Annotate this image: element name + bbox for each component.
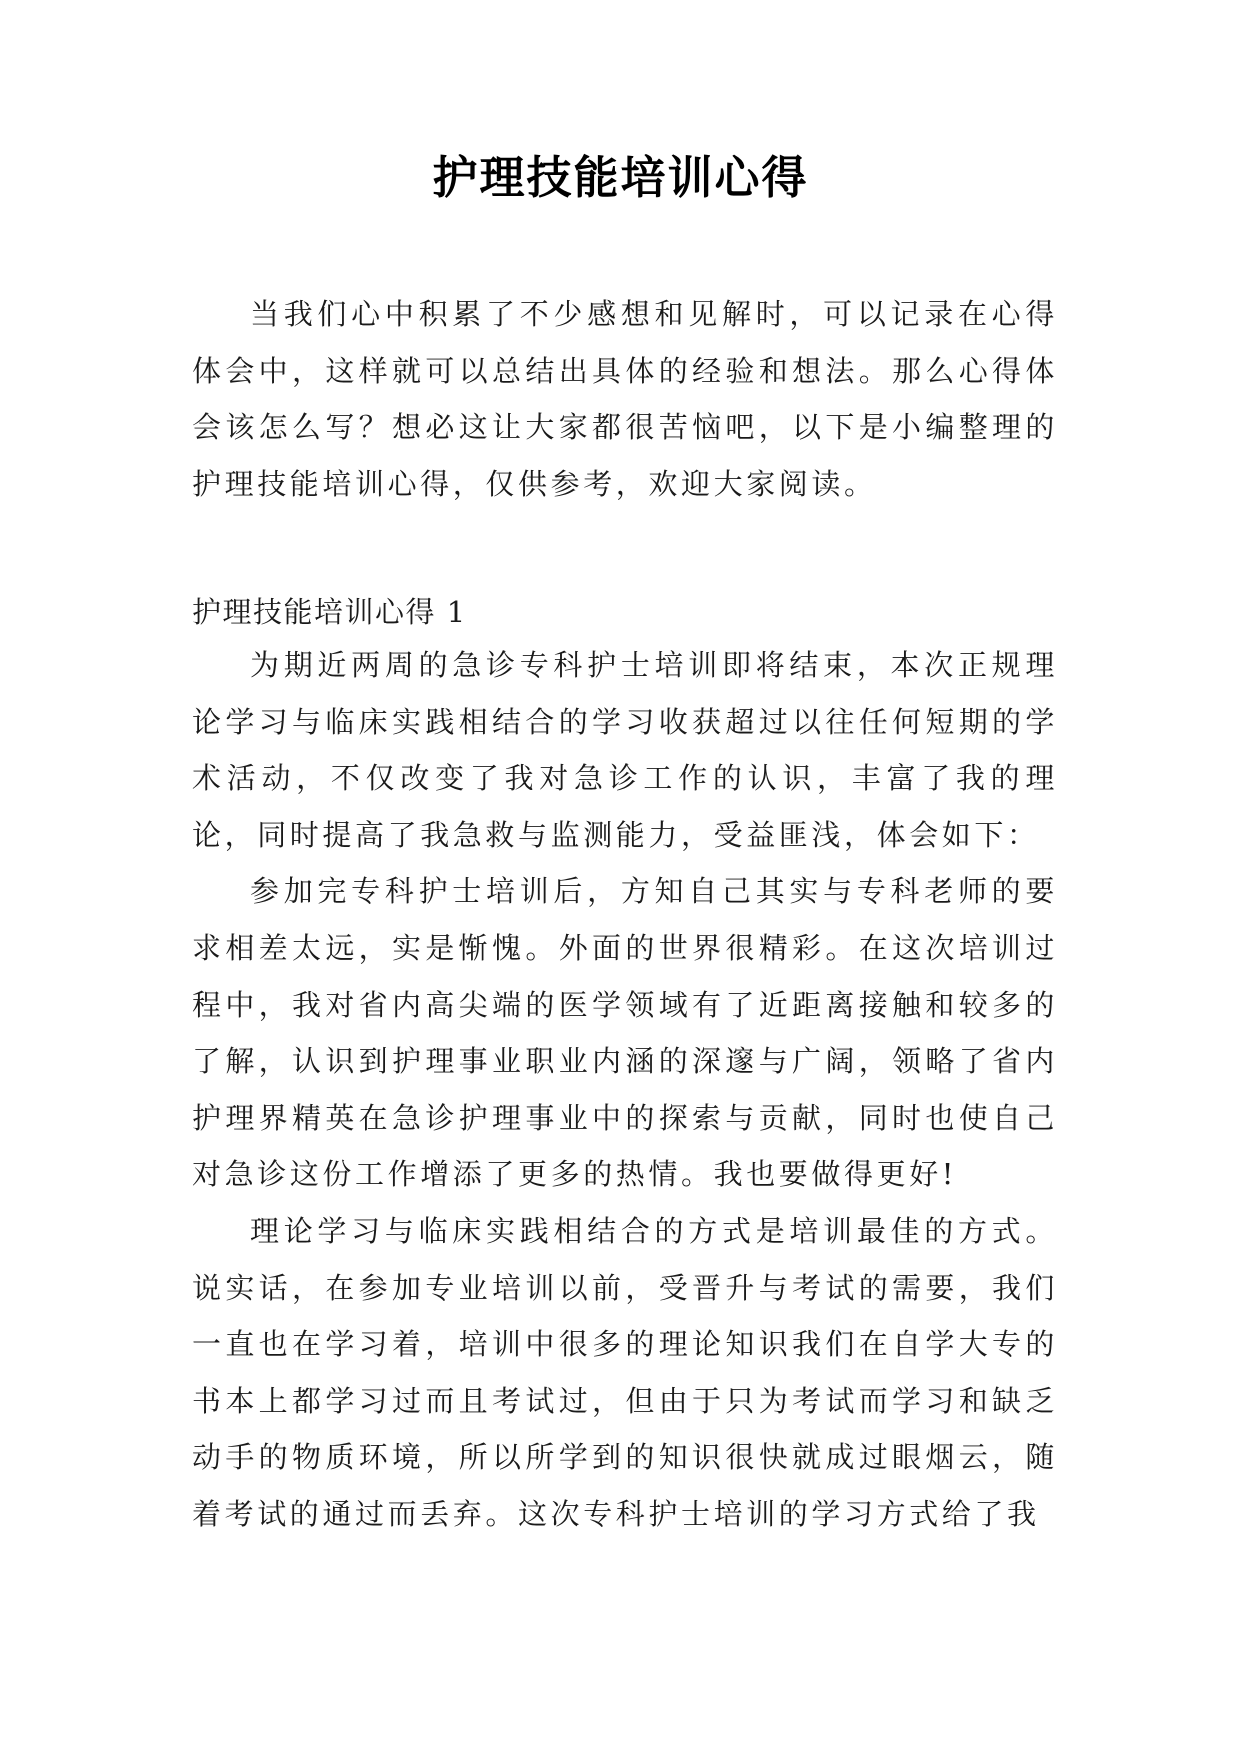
section-heading: 护理技能培训心得 1 bbox=[192, 595, 467, 629]
body-paragraph-3: 理论学习与临床实践相结合的方式是培训最佳的方式。说实话，在参加专业培训以前，受晋升与考试的需要，我们一直也在学习着，培训中很多的理论知识我们在自学大专的书本上都学习过而且考试过，但由于只为考试而学习和缺乏动手的物质环境，所以所学到的知识很快就成过眼烟云，随着考试的通过而丢弃。这次专科护士培训的学习方式给了我 bbox=[192, 1213, 1058, 1531]
document-title: 护理技能培训心得 bbox=[432, 151, 809, 204]
intro-paragraph: 当我们心中积累了不少感想和见解时，可以记录在心得体会中，这样就可以总结出具体的经验和想法。那么心得体会该怎么写？想必这让大家都很苦恼吧，以下是小编整理的护理技能培训心得，仅供参考，欢迎大家阅读。 bbox=[192, 297, 1058, 501]
intro-block bbox=[192, 286, 1058, 512]
body-paragraph-1: 为期近两周的急诊专科护士培训即将结束，本次正规理论学习与临床实践相结合的学习收获超过以往任何短期的学术活动，不仅改变了我对急诊工作的认识，丰富了我的理论，同时提高了我急救与监测能力，受益匪浅，体会如下： bbox=[192, 648, 1058, 852]
section-body bbox=[192, 637, 1058, 1543]
body-paragraph-2: 参加完专科护士培训后，方知自己其实与专科老师的要求相差太远，实是惭愧。外面的世界很精彩。在这次培训过程中，我对省内高尖端的医学领域有了近距离接触和较多的了解，认识到护理事业职业内涵的深邃与广阔，领略了省内护理界精英在急诊护理事业中的探索与贡献，同时也使自己对急诊这份工作增添了更多的热情。我也要做得更好! bbox=[192, 874, 1058, 1192]
